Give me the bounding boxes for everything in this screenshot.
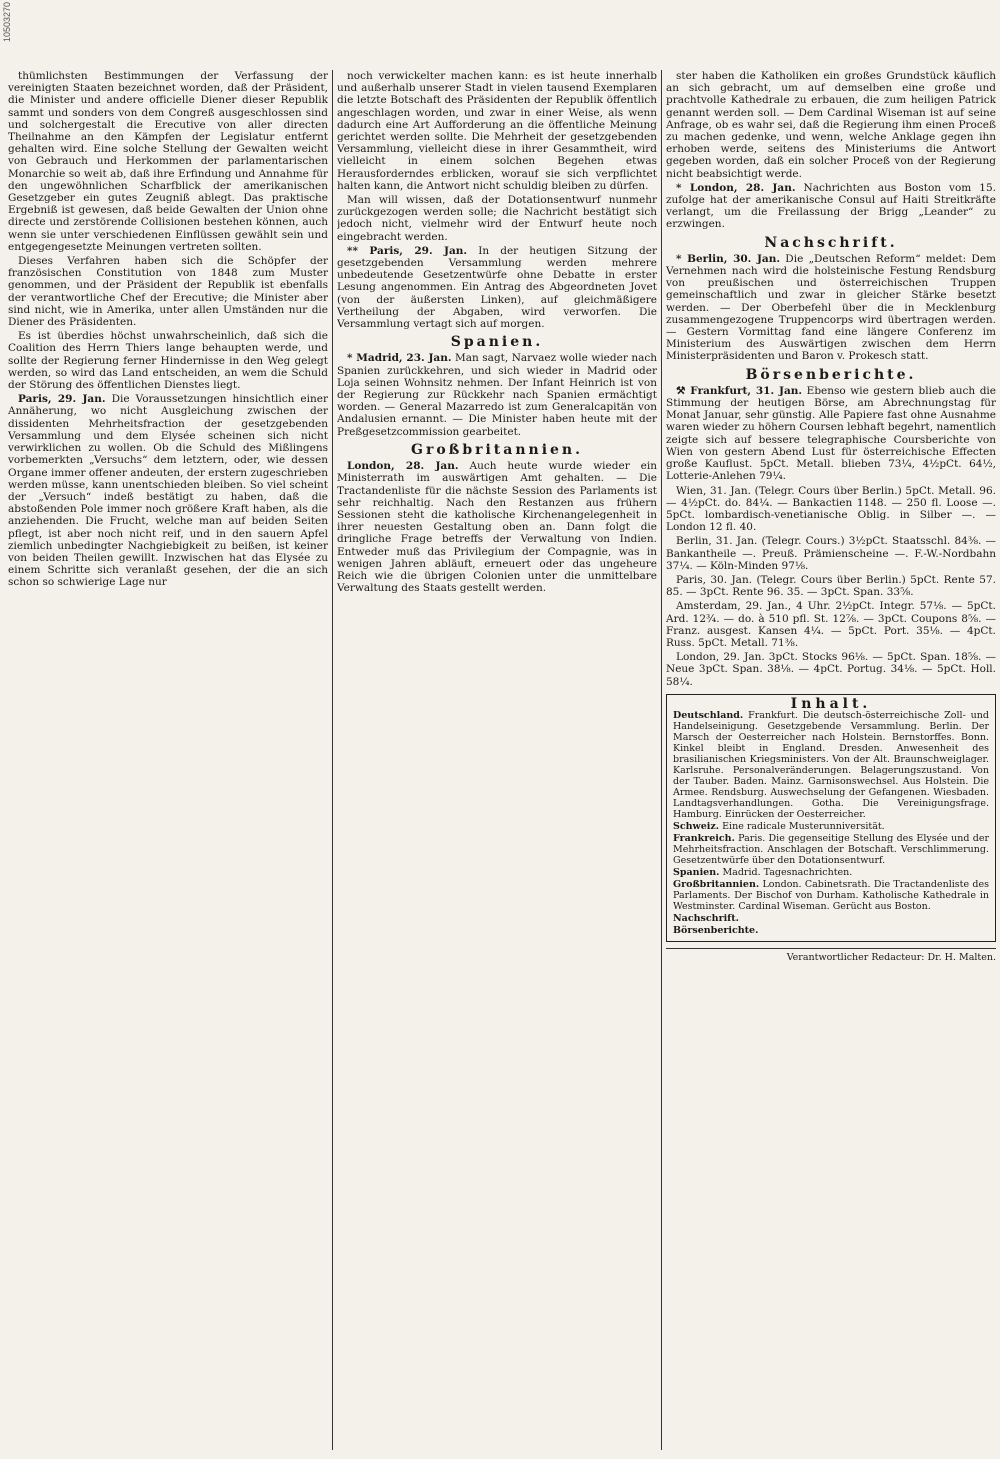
contents-entry-key: Großbritannien. <box>673 878 760 890</box>
article-text: Nachrichten aus Boston vom 15. zufolge hat der amerikanische Consul auf Haiti Streitkräfte verlangt, um die Freilassung der Brigg „Leander“ zu erzwingen. <box>666 181 996 231</box>
section-heading-stock-reports: Börsenberichte. <box>745 366 917 383</box>
column-rule <box>332 70 333 1450</box>
contents-list <box>673 710 989 936</box>
article-paragraph <box>666 253 996 363</box>
contents-entry-key: Nachschrift. <box>673 912 739 924</box>
contents-entry <box>673 879 989 912</box>
contents-entry-key: Schweiz. <box>673 820 720 832</box>
contents-entry <box>673 821 989 832</box>
archive-id: 10503270 <box>2 2 12 43</box>
contents-entry-key: Frankreich. <box>673 832 735 844</box>
contents-entry-key: Deutschland. <box>673 709 744 721</box>
contents-entry <box>673 833 989 866</box>
article-paragraph: ster haben die Katholiken ein großes Grundstück käuflich an sich gebracht, um auf demselben eine große und prachtvolle Kathedrale zu erbauen, die zum heiligen Patrick genannt werden soll. — Dem Cardinal Wiseman ist auf seine Anfrage, ob es wahr sei, daß die Regierung ihm einen Proceß zu machen gedenke, und wenn, welche Anklage gegen ihn erhoben werde, seitens des Ministeriums die Antwort gegeben worden, daß ein solcher Proceß von der Regierung nicht beabsichtigt werde. <box>666 70 996 180</box>
contents-entry-text: Paris. Die gegenseitige Stellung des Elysée und der Mehrheitsfraction. Anschlagen der Botschaft. Verschlimmerung. Gesetzentwürfe über den Dotationsentwurf. <box>673 832 989 866</box>
contents-entry <box>673 710 989 820</box>
contents-title: Inhalt. <box>790 695 872 712</box>
column-2 <box>337 70 657 1450</box>
article-paragraph: Dieses Verfahren haben sich die Schöpfer der französischen Constitution von 1848 zum Muster genommen, und der Präsident der Republik ist ebenfalls der verantwortliche Chef der Erecutive; die Minister aber sind nicht, wie in Amerika, unter allen Umständen nur die Diener des Präsidenten. <box>8 255 328 329</box>
column-rule <box>661 70 662 1450</box>
article-paragraph <box>8 393 328 588</box>
article-paragraph <box>666 182 996 231</box>
dateline: Paris, 29. Jan. <box>18 393 106 406</box>
contents-entry-text: Madrid. Tagesnachrichten. <box>719 866 853 878</box>
editor-credit: Verantwortlicher Redacteur: Dr. H. Malten. <box>666 948 996 964</box>
contents-entry-key: Börsenberichte. <box>673 924 759 936</box>
article-paragraph: Es ist überdies höchst unwahrscheinlich, daß sich die Coalition des Herrn Thiers lange behaupten werde, und sollte der Regierung ferner Hindernisse in den Weg gelegt werden, so wird das Land entscheiden, an wem die Schuld der Störung des öffentlichen Dienstes liegt. <box>8 330 328 392</box>
contents-entry <box>673 913 989 924</box>
column-3 <box>666 70 996 1450</box>
stock-report: Amsterdam, 29. Jan., 4 Uhr. 2½pCt. Integr. 57⅛. — 5pCt. Ard. 12¾. — do. à 510 pfl. St. 12⅞. — 3pCt. Coupons 8⅝. — Franz. ausgest. Kansen 4¼. — 5pCt. Port. 35⅛. — 4pCt. Russ. 5pCt. Metall. 71⅜. <box>666 600 996 649</box>
article-paragraph <box>337 460 657 594</box>
stock-report: London, 29. Jan. 3pCt. Stocks 96⅛. — 5pCt. Span. 18⅝. — Neue 3pCt. Span. 38⅛. — 4pCt. Portug. 34⅛. — 5pCt. Holl. 58¼. <box>666 651 996 688</box>
column-1 <box>8 70 328 1450</box>
article-paragraph <box>337 245 657 330</box>
dateline: ** Paris, 29. Jan. <box>347 244 468 257</box>
article-paragraph: Man will wissen, daß der Dotationsentwurf nunmehr zurückgezogen werden solle; die Nachricht bestätigt sich jedoch nicht, vielmehr wird der Entwurf heute noch eingebracht werden. <box>337 194 657 243</box>
dateline: ⚒ Frankfurt, 31. Jan. <box>676 384 803 397</box>
section-heading-postscript: Nachschrift. <box>764 234 898 251</box>
stock-report: Wien, 31. Jan. (Telegr. Cours über Berlin.) 5pCt. Metall. 96. — 4½pCt. do. 84¼. — Bankactien 1148. — 250 fl. Loose —. 5pCt. lombardisch-venetianische Oblig. in Silber —. — London 12 fl. 40. <box>666 484 996 534</box>
stock-report: Paris, 30. Jan. (Telegr. Cours über Berlin.) 5pCt. Rente 57. 85. — 3pCt. Rente 96. 35. — 3pCt. Span. 33⅝. <box>666 573 996 599</box>
dateline: * London, 28. Jan. <box>676 181 796 194</box>
article-text: Ebenso wie gestern blieb auch die Stimmung der heutigen Börse, am Abrechnungstag für Monat Januar, sehr günstig. Alle Papiere fast ohne Ausnahme waren wieder zu höhern Coursen lebhaft begehrt, namentlich zeigte sich auf bessere telegraphische Coursberichte von Wien von gestern Abend Lust für österreichische Effecten große Kauflust. 5pCt. Metall. blieben 73¼, 4½pCt. 64½, Lotterie-Anlehen 79¼. <box>666 384 996 483</box>
contents-entry <box>673 867 989 878</box>
article-text: Man sagt, Narvaez wolle wieder nach Spanien zurückkehren, und sich wieder in Madrid oder Loja seinen Wohnsitz nehmen. Der Infant Heinrich ist von der Regierung zur Rückkehr nach Spanien ermächtigt worden. — General Mazarredo ist zum Generalcapitän von Andalusien ernannt. — Die Minister haben heute mit der Preßgesetzcommission gearbeitet. <box>337 352 657 438</box>
article-text: Die „Deutschen Reform“ meldet: Dem Vernehmen nach wird die holsteinische Festung Rendsburg von preußischen und österreichischen Truppen gemeinschaftlich und zwar in gleicher Stärke besetzt werden. — Der Oberbefehl über die in Mecklenburg zusammengezogene Truppencorps wird übertragen werden. — Gestern Vormittag fand eine längere Conferenz im Ministerium des Auswärtigen zwischen dem Herrn Ministerpräsidenten und Baron v. Prokesch statt. <box>666 252 996 363</box>
dateline: London, 28. Jan. <box>347 460 459 473</box>
article-paragraph <box>666 385 996 483</box>
article-text: In der heutigen Sitzung der gesetzgebenden Versammlung werden mehrere unbedeutende Gesetzentwürfe ohne Debatte in erster Lesung angenommen. Ein Antrag des Abgeordneten Jovet (von der äußersten Linken), auf gleichmäßigere Vertheilung der Abgaben, wird verworfen. Die Versammlung vertagt sich auf morgen. <box>337 244 657 331</box>
article-paragraph <box>337 352 657 437</box>
section-heading-great-britain: Großbritannien. <box>411 441 583 458</box>
dateline: * Berlin, 30. Jan. <box>676 252 780 265</box>
stock-report: Berlin, 31. Jan. (Telegr. Cours.) 3½pCt. Staatsschl. 84⅜. — Bankantheile —. Preuß. Prämienscheine —. F.-W.-Nordbahn 37¼. — Köln-Minden 97⅛. <box>666 535 996 572</box>
contents-entry-text: Eine radicale Musterunniversität. <box>719 820 885 832</box>
article-text: Die Voraussetzungen hinsichtlich einer Annäherung, wo nicht Ausgleichung zwischen der dissidenten Mehrheitsfraction der gesetzgebenden Versammlung und dem Elysée scheinen sich nicht verwirklichen zu wollen. Ob die Schuld des Mißlingens vorbemerkten „Versuchs“ dem letztern, oder, wie dessen Organe immer offener andeuten, der erstern zugeschrieben werden müsse, kann unentschieden bleiben. So viel scheint der „Versuch“ indeß bestätigt zu haben, daß die abstoßenden Pole immer noch größere Kraft haben, als die anziehenden. Die Frucht, welche man auf beiden Seiten pflegt, ist aber noch nicht reif, und in den sauern Apfel ziemlich unbedingter Nachgiebigkeit zu beißen, ist keiner von beiden Theilen gewillt. Inzwischen hat das Elysée zu einem Schritte sich veranlaßt gesehen, der die an sich schon so schwierige Lage nur <box>8 393 328 589</box>
contents-entry-text: London. Cabinetsrath. Die Tractandenliste des Parlaments. Der Bischof von Durham. Katholische Kathedrale in Westminster. Cardinal Wiseman. Gerücht aus Boston. <box>673 878 989 912</box>
newspaper-columns <box>8 70 996 1450</box>
article-paragraph: noch verwickelter machen kann: es ist heute innerhalb und außerhalb unserer Stadt in vielen tausend Exemplaren die letzte Botschaft des Präsidenten der Republik öffentlich angeschlagen worden, und zwar in einer Weise, als wenn dadurch eine Art Aufforderung an die öffentliche Meinung gerichtet werden sollte. Die Mehrheit der gesetzgebenden Versammlung, vielleicht diese in ihrer Gesammtheit, wird vielleicht in einem solchen Begehen etwas Herausforderndes erblicken, worauf sie sich verpflichtet halten kann, die Antwort nicht schuldig bleiben zu dürfen. <box>337 70 657 192</box>
dateline: * Madrid, 23. Jan. <box>347 352 452 365</box>
section-heading-spain: Spanien. <box>450 334 544 351</box>
contents-entry-text: Frankfurt. Die deutsch-österreichische Zoll- und Handelseinigung. Gesetzgebende Versammlung. Berlin. Der Marsch der Oesterreicher nach Holstein. Bernstorffes. Bonn. Kinkel bleibt in England. Dresden. Anwesenheit des brasilianischen Kriegsministers. Von der Alt. Braunschweiglager. Karlsruhe. Personalveränderungen. Belagerungszustand. Von der Tauber. Baden. Mainz. Garnisonswechsel. Aus Holstein. Die Armee. Rendsburg. Auswechselung der Gefangenen. Wiesbaden. Landtagsverhandlungen. Gotha. Die Vereinigungsfrage. Hamburg. Einrücken der Oesterreicher. <box>673 709 989 820</box>
article-text: Auch heute wurde wieder ein Ministerrath im auswärtigen Amt gehalten. — Die Tractandenliste für die nächste Session des Parlaments ist sehr reichhaltig. Nach den Restanzen aus frühern Sessionen steht die katholische Kirchenangelegenheit in ihrer neuesten Gestaltung oben an. Dann folgt die dringliche Frage betreffs der Verwaltung von Indien. Entweder muß das Privilegium der Compagnie, was in wenigen Jahren abläuft, erneuert oder das ungeheure Reich wie die übrigen Colonien unter die unmittelbare Verwaltung des Staats gestellt werden. <box>337 460 657 595</box>
article-paragraph: thümlichsten Bestimmungen der Verfassung der vereinigten Staaten bezeichnet worden, daß der Präsident, die Minister und andere officielle Diener dieser Republik sammt und sonders von dem Congreß ausgeschlossen sind und solchergestalt die Erecutive von aller directen Theilnahme an den Kämpfen der Legislatur entfernt gehalten wird. Eine solche Stellung der Gewalten weicht von Gebrauch und Herkommen der parlamentarischen Monarchie so weit ab, daß ihre Erfindung und Annahme für den ungewöhnlichen Scharfblick der amerikanischen Gesetzgeber ein gutes Zeugniß ablegt. Das praktische Ergebniß ist gewesen, daß beide Gewalten der Union ohne directe und zerstörende Collisionen bestehen können, auch wenn sie unter verschiedenen Einflüssen gewählt sein und entgegengesetzte Meinungen vertreten sollten. <box>8 70 328 253</box>
contents-box <box>666 694 996 942</box>
contents-entry <box>673 925 989 936</box>
contents-entry-key: Spanien. <box>673 866 720 878</box>
